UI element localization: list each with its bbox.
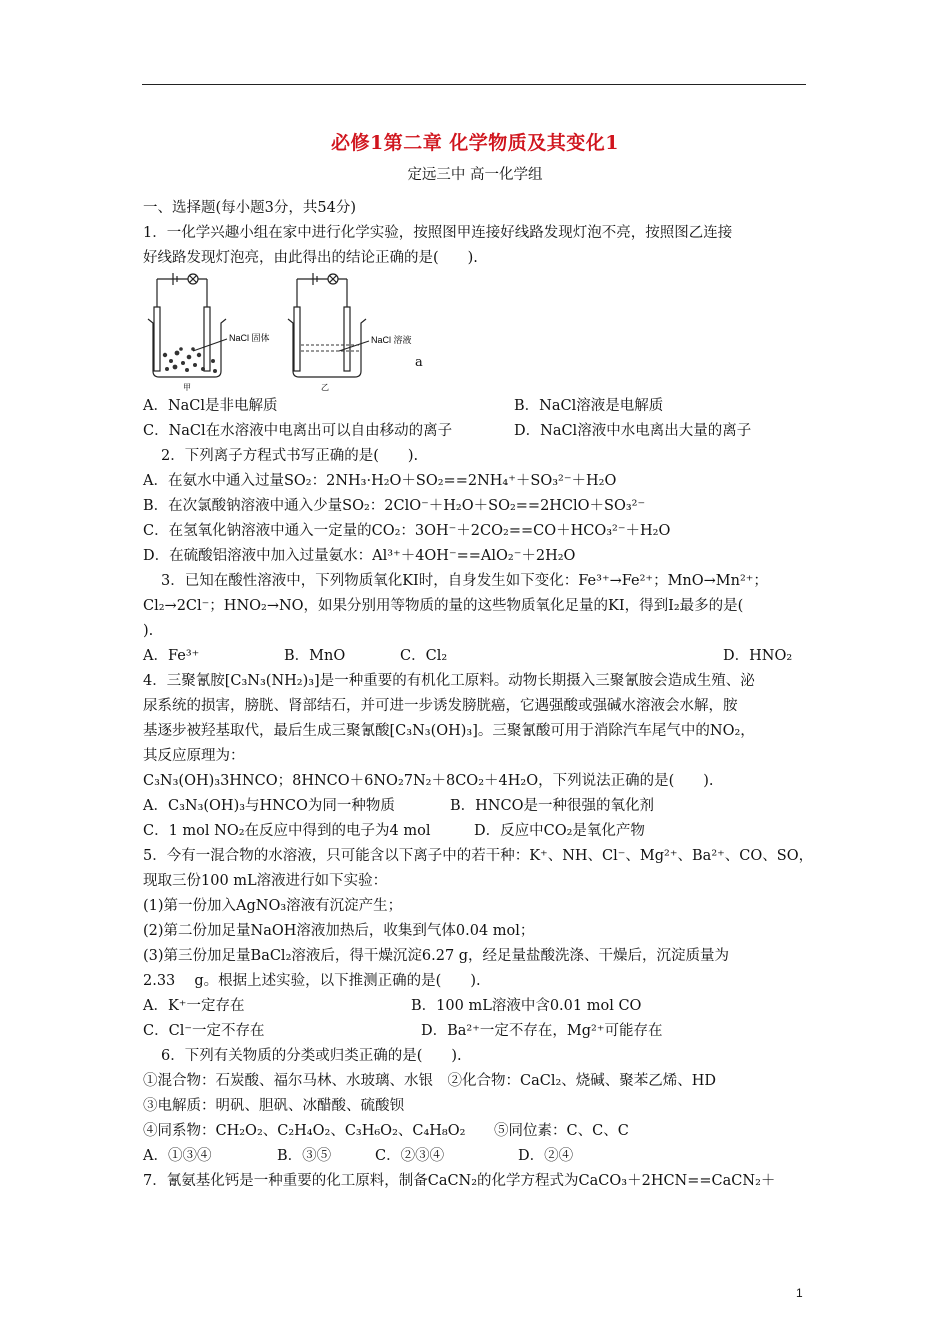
q3-option-a: A．Fe³⁺ xyxy=(143,648,200,664)
beaker-diagram xyxy=(143,271,563,391)
q4-line2: 尿系统的损害，膀胱、肾部结石，并可进一步诱发膀胱癌，它遇强酸或强碱水溶液会水解，胺 xyxy=(143,698,738,714)
beaker-b xyxy=(288,273,366,377)
q3-option-c: C．Cl₂ xyxy=(400,648,448,664)
q5-option-c: C．Cl⁻一定不存在 xyxy=(143,1023,265,1039)
q4-line4: 其反应原理为： xyxy=(143,748,245,764)
q6-line1: ①混合物：石炭酸、福尔马林、水玻璃、水银 ②化合物：CaCl₂、烧碱、聚苯乙烯、HD xyxy=(143,1073,717,1089)
q1-figure xyxy=(143,271,807,391)
q2-stem: 2．下列离子方程式书写正确的是( ). xyxy=(161,448,419,464)
q5-option-d: D．Ba²⁺一定不存在，Mg²⁺可能存在 xyxy=(421,1023,663,1039)
q4-option-c: C．1 mol NO₂在反应中得到的电子为4 mol xyxy=(143,823,431,839)
q4-option-a: A．C₃N₃(OH)₃与HNCO为同一种物质 xyxy=(143,798,395,814)
q1-option-b: B．NaCl溶液是电解质 xyxy=(514,398,664,414)
q4-line5: C₃N₃(OH)₃3HNCO；8HNCO＋6NO₂7N₂＋8CO₂＋4H₂O，下列说法正确的是( ). xyxy=(143,773,714,789)
q1-option-d: D．NaCl溶液中水电离出大量的离子 xyxy=(514,423,752,439)
section-heading: 一、选择题(每小题3分，共54分) xyxy=(143,200,356,216)
q6-option-a: A．①③④ xyxy=(143,1148,212,1164)
q2-option-b: B．在次氯酸钠溶液中通入少量SO₂：2ClO⁻＋H₂O＋SO₂==2HClO＋SO₃²⁻ xyxy=(143,498,646,514)
q1-stem-line1: 1．一化学兴趣小组在家中进行化学实验，按照图甲连接好线路发现灯泡不亮，按照图乙连接 xyxy=(143,225,733,241)
q5-line3: (1)第一份加入AgNO₃溶液有沉淀产生； xyxy=(143,898,403,914)
q1-option-a: A．NaCl是非电解质 xyxy=(143,398,278,414)
q3-stem-line2: Cl₂→2Cl⁻；HNO₂→NO，如果分别用等物质的量的这些物质氧化足量的KI，得到I₂最多的是( xyxy=(143,598,744,614)
q6-option-d: D．②④ xyxy=(518,1148,574,1164)
q3-option-d: D．HNO₂ xyxy=(723,648,793,664)
q6-option-c: C．②③④ xyxy=(375,1148,445,1164)
figure-letter: a xyxy=(415,355,423,370)
q5-line2: 现取三份100 mL溶液进行如下实验： xyxy=(143,873,388,889)
q1-option-c: C．NaCl在水溶液中电离出可以自由移动的离子 xyxy=(143,423,453,439)
q2-option-d: D．在硫酸铝溶液中加入过量氨水：Al³⁺＋4OH⁻==AlO₂⁻＋2H₂O xyxy=(143,548,576,564)
q5-option-a: A．K⁺一定存在 xyxy=(143,998,245,1014)
q4-option-d: D．反应中CO₂是氧化产物 xyxy=(474,823,645,839)
q4-option-b: B．HNCO是一种很强的氧化剂 xyxy=(450,798,654,814)
q6-stem: 6．下列有关物质的分类或归类正确的是( ). xyxy=(161,1048,462,1064)
q3-option-b: B．MnO xyxy=(284,648,346,664)
q4-line1: 4．三聚氰胺[C₃N₃(NH₂)₃]是一种重要的有机化工原料。动物长期摄入三聚氰胺会造成生殖、泌 xyxy=(143,673,755,689)
q5-line1: 5．今有一混合物的水溶液，只可能含以下离子中的若干种：K⁺、NH、Cl⁻、Mg²⁺、Ba²⁺、CO、SO， xyxy=(143,848,814,864)
header-rule xyxy=(142,84,806,85)
page-number: 1 xyxy=(796,1286,803,1300)
q7-line1: 7．氰氨基化钙是一种重要的化工原料，制备CaCN₂的化学方程式为CaCO₃＋2HCN==CaCN₂＋ xyxy=(143,1173,776,1189)
q6-line2: ③电解质：明矾、胆矾、冰醋酸、硫酸钡 xyxy=(143,1098,404,1114)
label-nacl-solid: NaCl 固体 xyxy=(229,333,270,343)
q2-option-c: C．在氢氧化钠溶液中通入一定量的CO₂：3OH⁻＋2CO₂==CO＋HCO₃²⁻＋H₂O xyxy=(143,523,671,539)
caption-a: 甲 xyxy=(183,383,191,391)
q6-option-b: B．③⑤ xyxy=(277,1148,332,1164)
q5-line5: (3)第三份加足量BaCl₂溶液后，得干燥沉淀6.27 g，经足量盐酸洗涤、干燥后，沉淀质量为 xyxy=(143,948,730,964)
q6-line3a: ④同系物：CH₂O₂、C₂H₄O₂、C₃H₆O₂、C₄H₈O₂ xyxy=(143,1123,466,1139)
q6-line3b: ⑤同位素：C、C、C xyxy=(494,1123,629,1139)
label-nacl-solution: NaCl 溶液 xyxy=(371,335,412,345)
q5-line4: (2)第二份加足量NaOH溶液加热后，收集到气体0.04 mol； xyxy=(143,923,535,939)
question-list xyxy=(143,196,814,1194)
q3-stem-line3: ). xyxy=(143,623,154,639)
q5-option-b: B．100 mL溶液中含0.01 mol CO xyxy=(411,998,642,1014)
page-title: 必修1第二章 化学物质及其变化1 xyxy=(330,132,620,154)
q1-stem-line2: 好线路发现灯泡亮，由此得出的结论正确的是( ). xyxy=(143,250,478,266)
q5-line6: 2.33 g。根据上述实验，以下推测正确的是( ). xyxy=(143,973,481,989)
q2-option-a: A．在氨水中通入过量SO₂：2NH₃·H₂O＋SO₂==2NH₄⁺＋SO₃²⁻＋H₂O xyxy=(143,473,617,489)
q4-line3: 基逐步被羟基取代，最后生成三聚氰酸[C₃N₃(OH)₃]。三聚氰酸可用于消除汽车尾气中的NO₂， xyxy=(143,723,755,739)
page-subtitle: 定远三中 高一化学组 xyxy=(407,167,543,183)
caption-b: 乙 xyxy=(321,383,329,391)
q3-stem-line1: 3．已知在酸性溶液中，下列物质氧化KI时，自身发生如下变化：Fe³⁺→Fe²⁺；MnO→Mn²⁺； xyxy=(161,573,768,589)
